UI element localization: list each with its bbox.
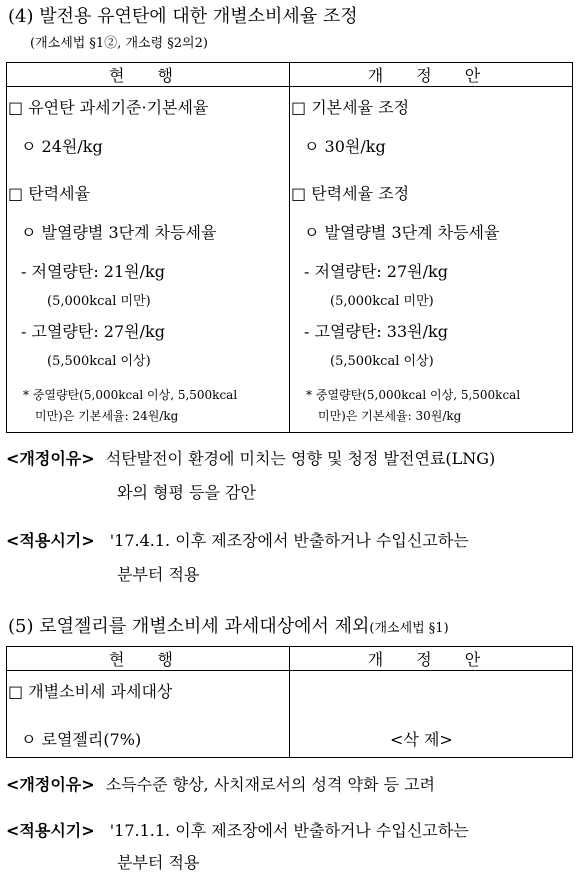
proposed-column [290,671,572,757]
section5-title [8,612,449,638]
col-header-current: 현 행 [7,647,290,671]
current-tier-desc: ㅇ 발열량별 3단계 차등세율 [21,223,217,242]
section5-title-text: (5) 로열젤리를 개별소비세 과세대상에서 제외 [8,616,370,637]
proposed-item-base: □ 기본세율 조정 [291,98,410,117]
proposed-high-cal-note: (5,500kcal 이상) [330,354,434,369]
col-header-proposed: 개 정 안 [290,647,573,671]
reason-text: 소득수준 향상, 사치재로서의 성격 약화 등 고려 [105,775,436,794]
section5-reason [6,772,435,795]
proposed-mid-cal-note-2: 미만)은 기본세율: 30원/kg [318,409,462,423]
proposed-deleted: <삭 제> [390,730,453,749]
current-column [7,671,289,757]
section4-reason-cont: 와의 형평 등을 감안 [117,483,256,502]
section5-title-ref: (개소세법 §1) [369,621,449,636]
current-royal-jelly: ㅇ 로열젤리(7%) [21,730,142,749]
reason-label: <개정이유> [6,775,95,794]
current-low-cal: - 저열량탄: 21원/kg [21,262,165,281]
apply-label: <적용시기> [6,531,95,550]
current-high-cal-note: (5,500kcal 이상) [47,354,151,369]
current-base-rate: ㅇ 24원/kg [21,137,103,156]
section4-subtitle: (개소세법 §1②, 개소령 §2의2) [30,36,208,51]
current-column [7,87,289,432]
section5-apply-cont: 분부터 적용 [117,853,200,872]
reason-label: <개정이유> [6,449,95,468]
apply-label: <적용시기> [6,821,95,840]
section5-comparison-table [6,646,573,758]
proposed-column [290,87,572,432]
current-mid-cal-note-1: * 중열량탄(5,000kcal 이상, 5,500kcal [23,388,238,402]
reason-text: 석탄발전이 환경에 미치는 영향 및 청정 발전연료(LNG) [105,449,496,468]
current-item-base: □ 유연탄 과세기준·기본세율 [8,98,209,117]
proposed-low-cal: - 저열량탄: 27원/kg [304,262,448,281]
apply-text: '17.4.1. 이후 제조장에서 반출하거나 수입신고하는 [109,531,469,550]
section5-apply [6,818,469,841]
section4-reason [6,446,495,469]
current-item-flexible: □ 탄력세율 [8,184,91,203]
section4-comparison-table [6,62,573,433]
proposed-item-flexible: □ 탄력세율 조정 [291,184,410,203]
col-header-proposed: 개 정 안 [290,63,573,87]
col-header-current: 현 행 [7,63,290,87]
current-mid-cal-note-2: 미만)은 기본세율: 24원/kg [35,409,179,423]
proposed-low-cal-note: (5,000kcal 미만) [330,294,434,309]
apply-text: '17.1.1. 이후 제조장에서 반출하거나 수입신고하는 [109,821,469,840]
current-taxable-item: □ 개별소비세 과세대상 [8,682,173,701]
section4-apply [6,528,469,551]
section4-title: (4) 발전용 유연탄에 대한 개별소비세율 조정 [8,6,358,27]
current-high-cal: - 고열량탄: 27원/kg [21,322,165,341]
current-low-cal-note: (5,000kcal 미만) [47,294,151,309]
proposed-tier-desc: ㅇ 발열량별 3단계 차등세율 [304,223,500,242]
proposed-base-rate: ㅇ 30원/kg [304,137,386,156]
section4-apply-cont: 분부터 적용 [117,565,200,584]
proposed-high-cal: - 고열량탄: 33원/kg [304,322,448,341]
proposed-mid-cal-note-1: * 중열량탄(5,000kcal 이상, 5,500kcal [306,388,521,402]
